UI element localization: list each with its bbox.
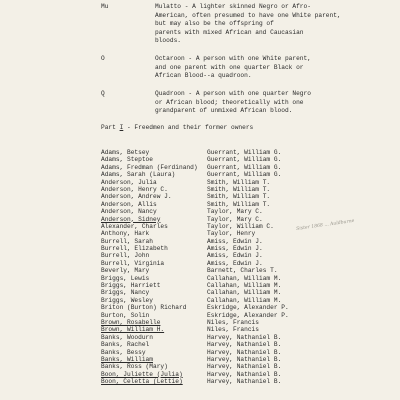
owner-name: Smith, William T. — [207, 193, 271, 201]
freedman-name: Anderson, Sidney — [101, 215, 161, 223]
list-row — [0, 245, 400, 252]
freedmen-list — [0, 149, 400, 386]
freedman-name: Briggs, Harriett — [101, 282, 161, 290]
freedman-name: Anderson, Nancy — [101, 208, 157, 216]
list-row — [0, 252, 400, 259]
list-row — [0, 193, 400, 200]
owner-name: Smith, William T. — [207, 178, 271, 186]
margin-handwritten-note: Sister 1868 ... Auldburne — [296, 218, 355, 232]
freedman-name: Burrell, Sarah — [101, 237, 153, 245]
freedman-name: Adams, Betsey — [101, 149, 150, 156]
list-row — [0, 319, 400, 326]
list-row — [0, 326, 400, 333]
owner-name: Harvey, Nathaniel B. — [207, 355, 282, 363]
owner-name: Eskridge, Alexander P. — [207, 304, 289, 312]
list-row — [0, 282, 400, 289]
owner-name: Harvey, Nathaniel B. — [207, 378, 282, 386]
list-row — [0, 149, 400, 156]
definition-text: Octaroon - A person with one White parent, and one parent with one quarter Black or African Blood--a quadroon. — [155, 55, 311, 80]
owner-name: Callahan, William M. — [207, 296, 282, 304]
part-heading-prefix: Part — [101, 124, 120, 131]
freedman-name: Banks, William — [101, 355, 153, 363]
definition-abbr: O — [101, 55, 105, 62]
freedman-name: Burrell, Elizabeth — [101, 245, 168, 253]
freedman-name: Briton (Burton) Richard — [101, 304, 187, 312]
freedman-name: Anderson, Andrew J. — [101, 193, 172, 201]
owner-name: Guerrant, William G. — [207, 156, 282, 164]
freedman-name: Banks, Ross (Mary) — [101, 363, 168, 371]
part-heading-number: I — [119, 124, 124, 131]
list-row — [0, 341, 400, 348]
owner-name: Amiss, Edwin J. — [207, 252, 263, 260]
freedman-name: Adams, Sarah (Laura) — [101, 171, 176, 179]
freedman-name: Briggs, Lewis — [101, 274, 150, 282]
owner-name: Amiss, Edwin J. — [207, 259, 263, 267]
freedman-name: Burrell, John — [101, 252, 150, 260]
list-row — [0, 156, 400, 163]
freedman-name: Brown, Rosabelle — [101, 318, 161, 326]
freedman-name: Anderson, Julia — [101, 178, 157, 186]
list-row — [0, 208, 400, 215]
list-row — [0, 171, 400, 178]
part-heading — [101, 124, 253, 133]
freedman-name: Banks, Bessy — [101, 348, 146, 356]
owner-name: Guerrant, William G. — [207, 163, 282, 171]
freedman-name: Banks, Rachel — [101, 341, 150, 349]
owner-name: Niles, Francis — [207, 326, 259, 334]
owner-name: Callahan, William M. — [207, 289, 282, 297]
owner-name: Taylor, Henry — [207, 230, 256, 238]
freedman-name: Anderson, Henry C. — [101, 185, 168, 193]
owner-name: Amiss, Edwin J. — [207, 245, 263, 253]
owner-name: Harvey, Nathaniel B. — [207, 333, 282, 341]
definition-text: Quadroon - A person with one quarter Negro or African blood; theoretically with one grandparent of unmixed African blood. — [155, 90, 311, 115]
freedman-name: Anthony, Hark — [101, 230, 150, 238]
owner-name: Guerrant, William G. — [207, 171, 282, 179]
list-row — [0, 356, 400, 363]
freedman-name: Brown, William H. — [101, 326, 165, 334]
freedman-name: Boon, Juliette (Julia) — [101, 370, 183, 378]
list-row — [0, 164, 400, 171]
owner-name: Taylor, Mary C. — [207, 208, 263, 216]
definition-abbr: Mu — [101, 3, 109, 10]
owner-name: Smith, William T. — [207, 185, 271, 193]
freedman-name: Anderson, Allis — [101, 200, 157, 208]
list-row — [0, 289, 400, 296]
part-heading-title: - Freedmen and their former owners — [123, 124, 254, 131]
list-row — [0, 230, 400, 237]
owner-name: Amiss, Edwin J. — [207, 237, 263, 245]
owner-name: Eskridge, Alexander P. — [207, 311, 289, 319]
freedman-name: Adams, Steptoe — [101, 156, 153, 164]
owner-name: Callahan, William M. — [207, 274, 282, 282]
list-row — [0, 260, 400, 267]
definition-text: Mulatto - A lighter skinned Negro or Afro- American, often presumed to have one White parent, but may also be the offspring of parents with mixed African and Caucasian bloods. — [155, 3, 341, 45]
owner-name: Barnett, Charles T. — [207, 267, 278, 275]
freedman-name: Burrell, Virginia — [101, 259, 165, 267]
owner-name: Taylor, Mary C. — [207, 215, 263, 223]
list-row — [0, 238, 400, 245]
freedman-name: Banks, Woodurn — [101, 333, 153, 341]
list-row — [0, 201, 400, 208]
owner-name: Harvey, Nathaniel B. — [207, 363, 282, 371]
list-row — [0, 267, 400, 274]
freedman-name: Boon, Celetta (Lettie) — [101, 378, 183, 386]
owner-name: Harvey, Nathaniel B. — [207, 341, 282, 349]
definition-abbr: Q — [101, 90, 105, 97]
freedman-name: Adams, Fredman (Ferdinand) — [101, 163, 198, 171]
list-row — [0, 371, 400, 378]
list-row — [0, 297, 400, 304]
list-row — [0, 378, 400, 385]
owner-name: Guerrant, William G. — [207, 149, 282, 156]
freedman-name: Briggs, Nancy — [101, 289, 150, 297]
owner-name: Callahan, William M. — [207, 282, 282, 290]
owner-name: Niles, Francis — [207, 318, 259, 326]
list-row — [0, 312, 400, 319]
owner-name: Taylor, William C. — [207, 222, 274, 230]
owner-name: Harvey, Nathaniel B. — [207, 370, 282, 378]
freedman-name: Briggs, Wesley — [101, 296, 153, 304]
list-row — [0, 304, 400, 311]
owner-name: Smith, William T. — [207, 200, 271, 208]
list-row — [0, 186, 400, 193]
list-row — [0, 275, 400, 282]
list-row — [0, 363, 400, 370]
freedman-name: Beverly, Mary — [101, 267, 150, 275]
list-row — [0, 334, 400, 341]
freedman-name: Alexander, Charles — [101, 222, 168, 230]
owner-name: Harvey, Nathaniel B. — [207, 348, 282, 356]
list-row — [0, 179, 400, 186]
freedman-name: Burton, Solin — [101, 311, 150, 319]
list-row — [0, 349, 400, 356]
